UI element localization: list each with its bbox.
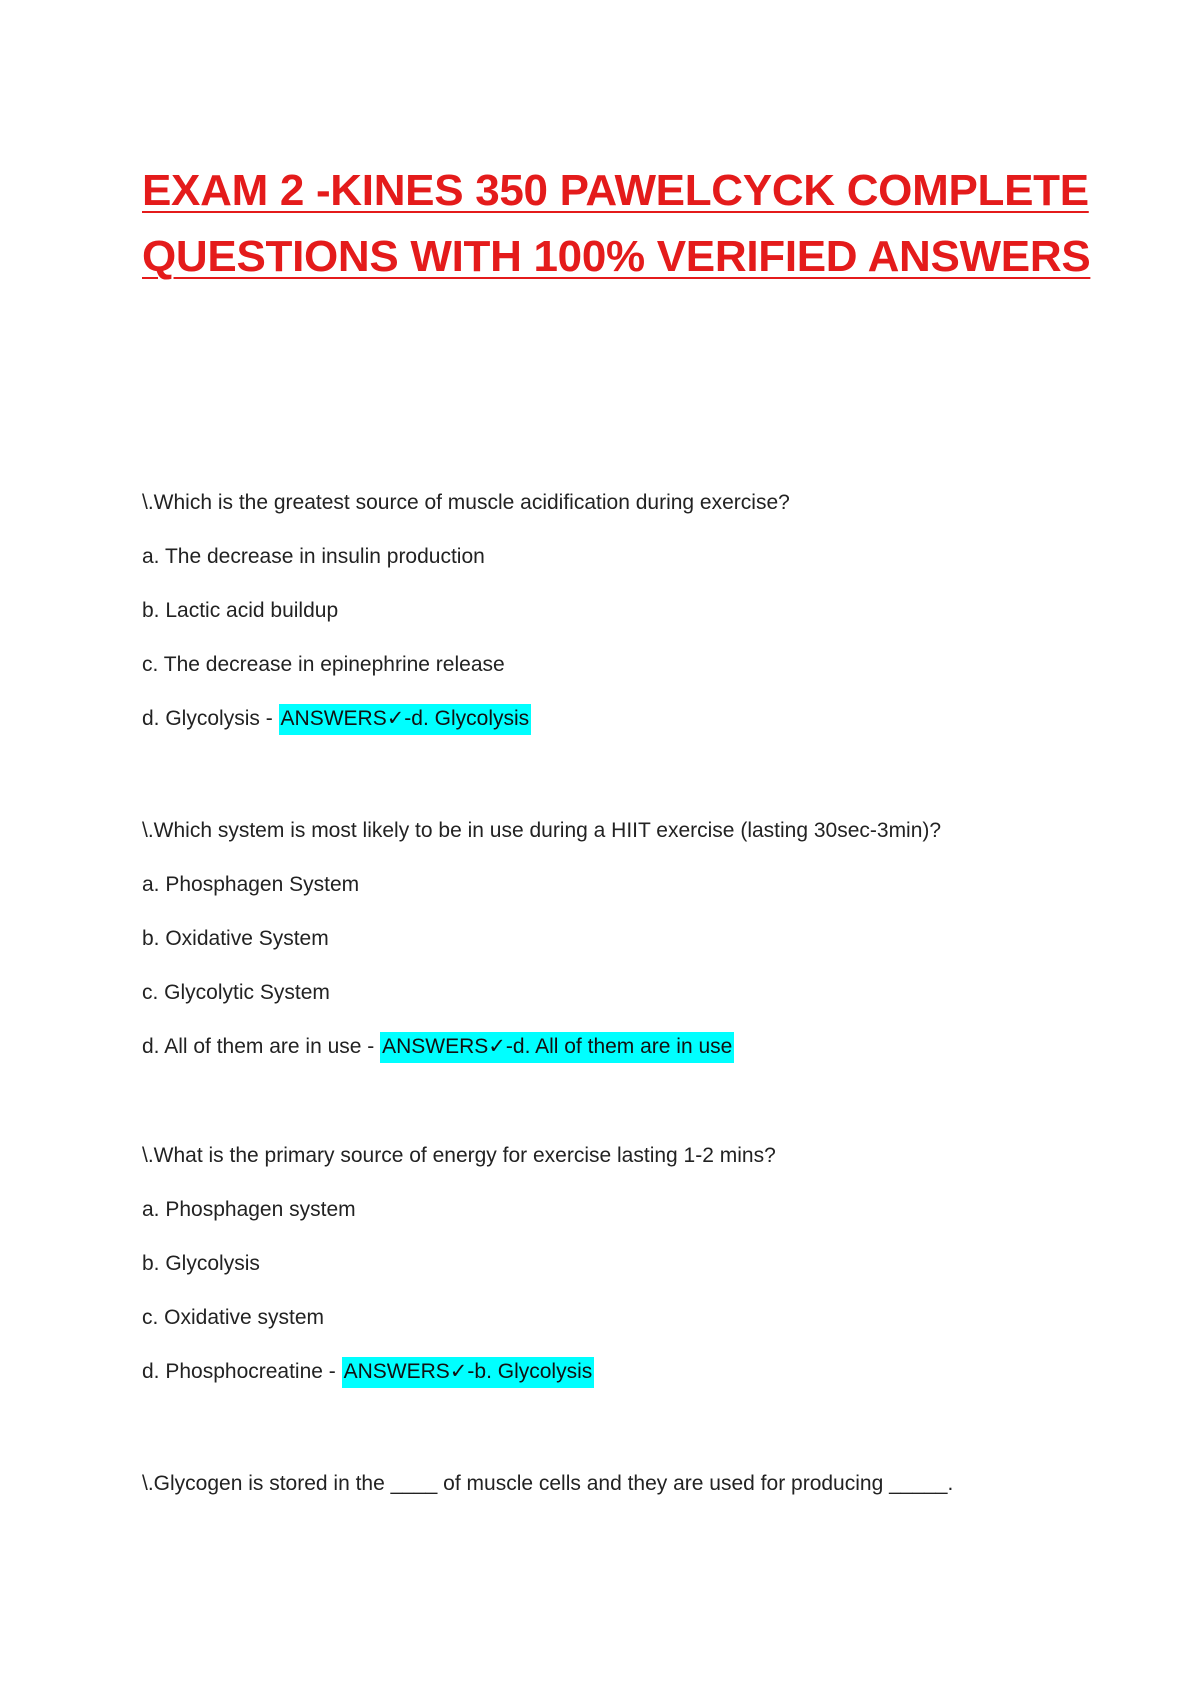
- option-d-with-answer: [142, 1357, 1142, 1387]
- option-a: a. Phosphagen System: [142, 873, 360, 896]
- answer-highlight: ANSWERS✓-b. Glycolysis: [342, 1357, 595, 1388]
- option-c: c. The decrease in epinephrine release: [142, 653, 505, 676]
- title-line-1: EXAM 2 -KINES 350 PAWELCYCK COMPLETE: [142, 166, 1089, 215]
- answer-highlight: ANSWERS✓-d. All of them are in use: [380, 1032, 734, 1063]
- question-text: \.What is the primary source of energy for exercise lasting 1-2 mins?: [142, 1144, 776, 1167]
- question-text: \.Which is the greatest source of muscle acidification during exercise?: [142, 491, 790, 514]
- option-d-with-answer: [142, 704, 1142, 734]
- question-text: \.Glycogen is stored in the ____ of muscle cells and they are used for producing _____.: [142, 1472, 954, 1495]
- option-a: a. Phosphagen system: [142, 1198, 356, 1221]
- option-b: b. Glycolysis: [142, 1252, 260, 1275]
- option-c: c. Glycolytic System: [142, 981, 330, 1004]
- option-d: d. Glycolysis -: [142, 707, 279, 730]
- option-d: d. All of them are in use -: [142, 1035, 381, 1058]
- question-text: \.Which system is most likely to be in use during a HIIT exercise (lasting 30sec-3min)?: [142, 819, 942, 842]
- question-block-1: [142, 488, 1142, 758]
- question-block-3: [142, 1141, 1142, 1411]
- question-block-2: [142, 816, 1142, 1086]
- document-title: [142, 158, 1091, 290]
- option-d: d. Phosphocreatine -: [142, 1360, 342, 1383]
- answer-highlight: ANSWERS✓-d. Glycolysis: [279, 704, 532, 735]
- option-b: b. Lactic acid buildup: [142, 599, 339, 622]
- title-line-2: QUESTIONS WITH 100% VERIFIED ANSWERS: [142, 232, 1091, 281]
- option-d-with-answer: [142, 1032, 1142, 1062]
- option-a: a. The decrease in insulin production: [142, 545, 485, 568]
- question-block-4: [142, 1469, 1142, 1523]
- option-c: c. Oxidative system: [142, 1306, 325, 1329]
- option-b: b. Oxidative System: [142, 927, 329, 950]
